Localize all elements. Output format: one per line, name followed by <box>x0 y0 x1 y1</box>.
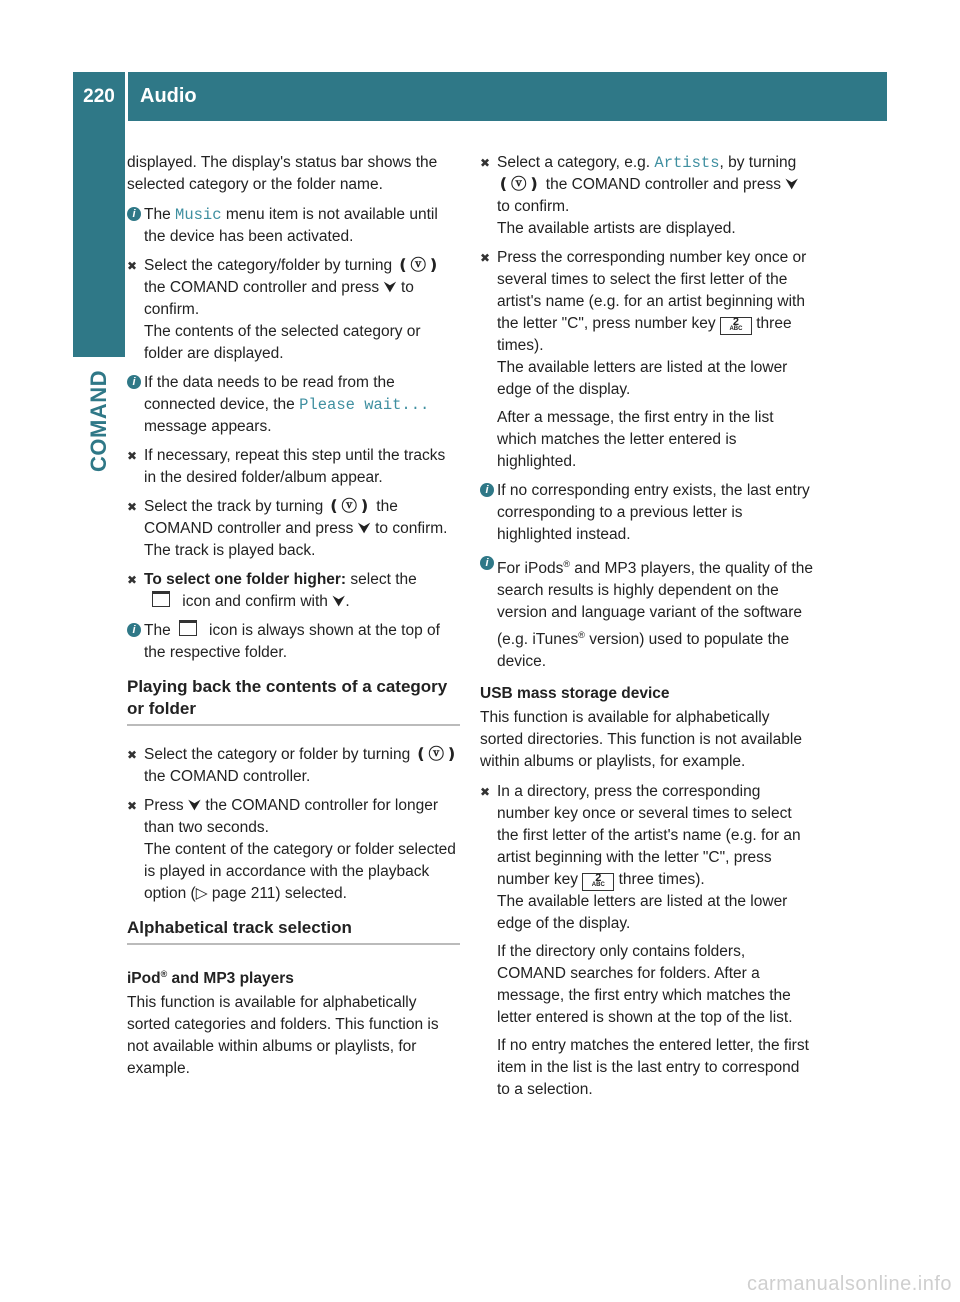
controller-turn-icon: ❪ⓥ❫ <box>414 746 460 763</box>
info-note: i The icon is always shown at the top of the respective folder. <box>127 620 460 664</box>
step-arrow-icon: ✖ <box>480 251 491 265</box>
watermark: carmanualsonline.info <box>746 1273 952 1295</box>
number-key-2-icon: 2 ABC <box>582 873 614 891</box>
controller-press-icon: ⮟ <box>357 520 371 537</box>
step-arrow-icon: ✖ <box>127 259 138 273</box>
number-key-2-icon: 2 ABC <box>720 317 752 335</box>
instruction-step: ✖ Select the category/folder by turning ❪ⓥ❫ the COMAND controller and press ⮟ to confirm. The contents of the selected category or folder are displayed. <box>127 257 441 362</box>
controller-press-icon: ⮟ <box>785 176 799 193</box>
controller-turn-icon: ❪ⓥ❫ <box>396 257 441 274</box>
folder-up-icon <box>179 620 197 636</box>
section-heading: Alphabetical track selection <box>127 917 460 945</box>
info-icon: i <box>127 207 141 221</box>
info-icon: i <box>127 375 141 389</box>
subsection-heading: iPod® and MP3 players <box>127 969 294 988</box>
step-arrow-icon: ✖ <box>127 449 138 463</box>
step-arrow-icon: ✖ <box>127 500 138 514</box>
step-arrow-icon: ✖ <box>127 573 138 587</box>
paragraph: This function is available for alphabetically sorted categories and folders. This function is not available within albums or playlists, for example. <box>127 994 439 1078</box>
section-heading: Playing back the contents of a category or folder <box>127 676 460 726</box>
step-arrow-icon: ✖ <box>480 156 491 170</box>
info-icon: i <box>480 556 494 570</box>
step-arrow-icon: ✖ <box>127 748 138 762</box>
instruction-step: ✖ Select the category or folder by turning ❪ⓥ❫ the COMAND controller. <box>127 746 460 785</box>
controller-turn-icon: ❪ⓥ❫ <box>497 176 542 193</box>
side-tab-label: COMAND <box>86 370 111 472</box>
instruction-step: ✖ In a directory, press the corresponding number key once or several times to select the first letter of the artist's name (e.g. for an artist beginning with the letter "C", press number key 2 ABC three times). The available letters are listed at the lower edge of the display. If the directory only contains folders, COMAND searches for folders. After a message, the first entry which matches the letter entered is shown at the top of the list. If no entry matches the entered letter, the first item in the list is the last entry to correspond to a selection. <box>480 783 809 1099</box>
controller-press-icon: ⮟ <box>332 593 346 610</box>
step-arrow-icon: ✖ <box>127 799 138 813</box>
folder-up-icon <box>152 591 170 607</box>
instruction-step: ✖ Select a category, e.g. Artists, by turning ❪ⓥ❫ the COMAND controller and press ⮟ to confirm. The available artists are displayed. <box>480 154 799 237</box>
info-icon: i <box>127 623 141 637</box>
controller-press-icon: ⮟ <box>187 797 202 814</box>
instruction-step: ✖ Press ⮟ the COMAND controller for longer than two seconds. The content of the category or folder selected is played in accordance with the playback option (▷ page 211) selected. <box>127 797 456 902</box>
page-number: 220 <box>83 85 115 107</box>
subsection-heading: USB mass storage device <box>480 685 670 703</box>
header-divider <box>125 72 128 121</box>
paragraph: displayed. The display's status bar shows the selected category or the folder name. <box>127 154 438 193</box>
left-column <box>127 152 460 1088</box>
instruction-step: ✖ Press the corresponding number key once or several times to select the first letter of the artist's name (e.g. for an artist beginning with the letter "C", press number key 2 ABC three times). The available letters are listed at the lower edge of the display. After a message, the first entry in the list which matches the letter entered is highlighted. <box>480 249 807 470</box>
info-note: i If no corresponding entry exists, the last entry corresponding to a previous letter is highlighted instead. <box>480 480 813 546</box>
instruction-step: ✖ If necessary, repeat this step until the tracks in the desired folder/album appear. <box>127 447 446 486</box>
info-note: i The Music menu item is not available until the device has been activated. <box>127 204 460 248</box>
info-icon: i <box>480 483 494 497</box>
info-note: i For iPods® and MP3 players, the quality of the search results is highly dependent on the version and language variant of the software (e.g. iTunes® version) used to populate the device. <box>480 553 813 673</box>
instruction-step: ✖ To select one folder higher: select the icon and confirm with ⮟. <box>127 571 417 610</box>
controller-turn-icon: ❪ⓥ❫ <box>327 498 372 515</box>
right-column <box>480 152 813 1108</box>
section-title: Audio <box>140 85 197 107</box>
instruction-step: ✖ Select the track by turning ❪ⓥ❫ the COMAND controller and press ⮟ to confirm. The track is played back. <box>127 498 448 559</box>
info-note: i If the data needs to be read from the connected device, the Please wait... message appears. <box>127 372 460 438</box>
step-arrow-icon: ✖ <box>480 785 491 800</box>
paragraph: This function is available for alphabetically sorted directories. This function is not available within albums or playlists, for example. <box>480 709 802 771</box>
controller-press-icon: ⮟ <box>383 279 397 296</box>
